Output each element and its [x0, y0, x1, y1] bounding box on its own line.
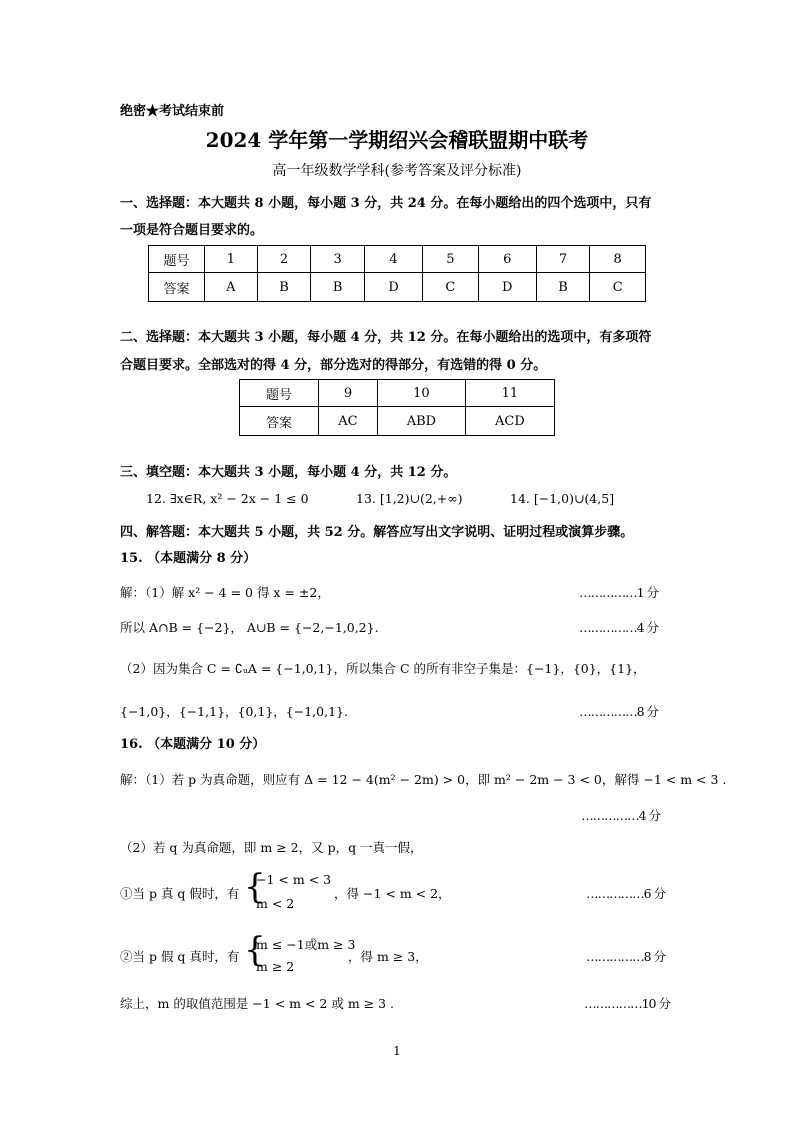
table-cell: AC — [319, 407, 378, 436]
table-cell: B — [257, 273, 311, 302]
section3-heading: 三、填空题：本大题共 3 小题，每小题 4 分，共 12 分。 — [120, 465, 457, 480]
table-cell: 3 — [311, 246, 365, 273]
table-row — [149, 273, 646, 302]
section1-answer-table — [148, 245, 646, 302]
table-cell: A — [205, 273, 258, 302]
table-cell: D — [478, 273, 536, 302]
page-number: 1 — [393, 1044, 401, 1058]
table-cell: 11 — [465, 380, 554, 407]
table-row — [240, 380, 555, 407]
section4-heading: 四、解答题：本大题共 5 小题，共 52 分。解答应写出文字说明、证明过程或演算步骤。 — [120, 525, 634, 540]
table-cell: 4 — [365, 246, 423, 273]
section1-heading-line1: 一、选择题：本大题共 8 小题，每小题 3 分，共 24 分。在每小题给出的四个选项中，只有 — [120, 196, 652, 211]
q15-score3: ……………8 分 — [579, 704, 658, 719]
answer-q12: 12. ∃x∈R, x² − 2x − 1 ≤ 0 — [146, 491, 309, 506]
table-cell: 5 — [423, 246, 479, 273]
confidential-label: 绝密★考试结束前 — [120, 104, 225, 119]
table-cell: 8 — [590, 246, 646, 273]
q15-heading: 15. （本题满分 8 分） — [120, 551, 257, 566]
table-cell: 6 — [478, 246, 536, 273]
q16-case2-row1: m ≤ −1或m ≥ 3 — [256, 937, 356, 952]
answer-q13: 13. [1,2)∪(2,+∞) — [356, 491, 463, 506]
table-row — [149, 246, 646, 273]
section1-heading-line2: 一项是符合题目要求的。 — [120, 223, 264, 238]
q16-score2: ……………6 分 — [586, 886, 665, 901]
table-cell: B — [311, 273, 365, 302]
table-cell: B — [536, 273, 590, 302]
table-cell: ABD — [377, 407, 465, 436]
q16-score1: ……………4 分 — [581, 808, 660, 823]
q16-case2-prefix: ②当 p 假 q 真时，有 — [120, 949, 240, 964]
q16-summary: 综上，m 的取值范围是 −1 < m < 2 或 m ≥ 3 . — [120, 996, 394, 1011]
q16-case1-row1: −1 < m < 3 — [256, 872, 332, 887]
q16-heading: 16. （本题满分 10 分） — [120, 737, 266, 752]
q16-score4: ……………10 分 — [584, 996, 670, 1011]
brace-icon: { — [244, 930, 266, 970]
table-label-question: 题号 — [149, 246, 205, 273]
q15-score2: ……………4 分 — [579, 620, 658, 635]
q16-case1-row2: m < 2 — [256, 896, 295, 911]
table-label-answer: 答案 — [149, 273, 205, 302]
table-cell: ACD — [465, 407, 554, 436]
table-cell: C — [423, 273, 479, 302]
table-row — [240, 407, 555, 436]
q16-case2-suffix: ，得 m ≥ 3， — [348, 949, 428, 964]
table-cell: 7 — [536, 246, 590, 273]
section2-heading-line2: 合题目要求。全部选对的得 4 分，部分选对的得部分，有选错的得 0 分。 — [120, 358, 547, 373]
q15-line1: 解：（1）解 x² − 4 = 0 得 x = ±2， — [120, 585, 330, 600]
table-cell: 1 — [205, 246, 258, 273]
q16-score3: ……………8 分 — [586, 949, 665, 964]
q16-case1-suffix: ，得 −1 < m < 2， — [334, 886, 451, 901]
q16-case1-prefix: ①当 p 真 q 假时，有 — [120, 886, 240, 901]
section2-heading-line1: 二、选择题：本大题共 3 小题，每小题 4 分，共 12 分。在每小题给出的选项中，有多项符 — [120, 330, 652, 345]
page-title: 2024 学年第一学期绍兴会稽联盟期中联考 — [205, 128, 589, 152]
table-cell: C — [590, 273, 646, 302]
q16-line1: 解：（1）若 p 为真命题，则应有 Δ = 12 − 4(m² − 2m) > 0，即 m² − 2m − 3 < 0，解得 −1 < m < 3 . — [120, 772, 727, 787]
table-cell: 10 — [377, 380, 465, 407]
q15-score1: ……………1 分 — [579, 585, 658, 600]
page-subtitle: 高一年级数学学科(参考答案及评分标准) — [272, 163, 522, 179]
q15-line3: （2）因为集合 C = ∁ᵤA = {−1,0,1}，所以集合 C 的所有非空子集是：{−1}，{0}，{1}， — [120, 661, 646, 676]
answer-q14: 14. [−1,0)∪(4,5] — [510, 491, 615, 506]
table-cell: 2 — [257, 246, 311, 273]
q15-line2: 所以 A∩B = {−2}， A∪B = {−2,−1,0,2}. — [120, 620, 379, 635]
q16-case2-row2: m ≥ 2 — [256, 959, 295, 974]
table-cell: D — [365, 273, 423, 302]
table-cell: 9 — [319, 380, 378, 407]
section2-answer-table — [239, 379, 555, 436]
table-label-answer: 答案 — [240, 407, 319, 436]
table-label-question: 题号 — [240, 380, 319, 407]
q16-line2: （2）若 q 为真命题，即 m ≥ 2，又 p，q 一真一假， — [120, 840, 423, 855]
brace-icon: { — [244, 867, 266, 907]
q15-line4: {−1,0}，{−1,1}，{0,1}，{−1,0,1}. — [120, 704, 348, 719]
